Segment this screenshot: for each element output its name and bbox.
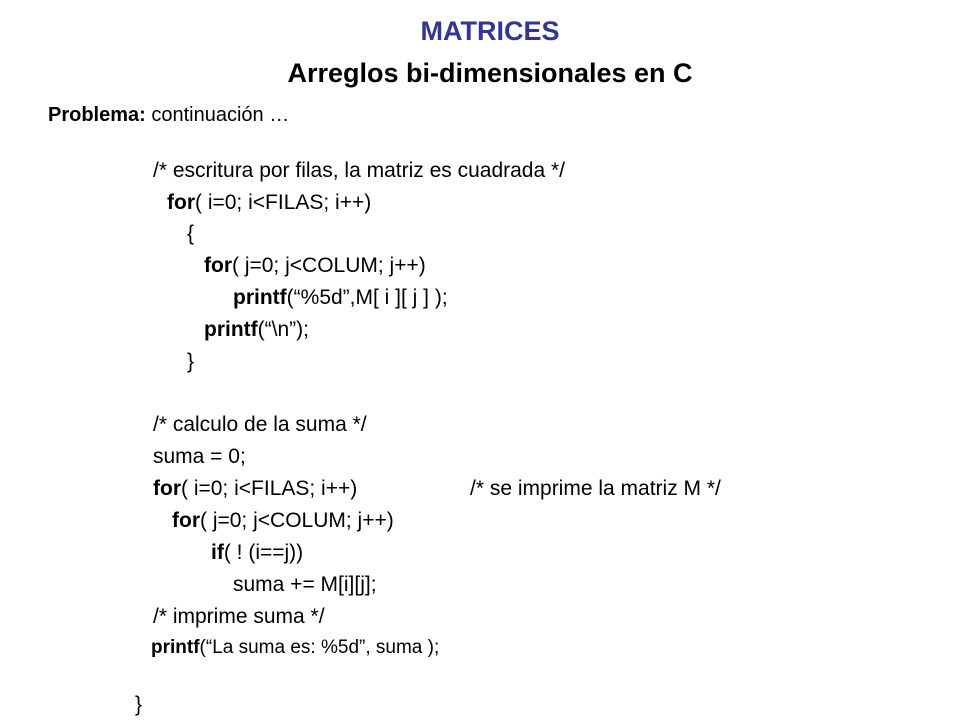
code-line-13: suma += M[i][j]; xyxy=(233,573,377,596)
inline-comment: /* se imprime la matriz M */ xyxy=(470,477,721,500)
code-line-5: printf(“%5d”,M[ i ][ j ] ); xyxy=(233,286,448,309)
problem-label: Problema: xyxy=(48,104,146,126)
code-line-10: for( i=0; i<FILAS; i++) xyxy=(153,477,358,500)
code-line-7: } xyxy=(187,350,195,373)
problem-heading xyxy=(48,104,289,127)
code-line-15: printf(“La suma es: %5d”, suma ); xyxy=(151,637,440,658)
code-line-2: for( i=0; i<FILAS; i++) xyxy=(167,191,372,214)
problem-text: continuación … xyxy=(145,104,290,126)
code-line-8: /* calculo de la suma */ xyxy=(153,413,367,436)
slide-subtitle: Arreglos bi-dimensionales en C xyxy=(287,58,693,88)
slide-title: MATRICES xyxy=(420,16,560,46)
code-line-16: } xyxy=(135,693,143,716)
code-line-4: for( j=0; j<COLUM; j++) xyxy=(204,254,426,277)
code-line-9: suma = 0; xyxy=(153,445,246,468)
code-line-6: printf(“\n”); xyxy=(204,318,309,341)
code-line-14: /* imprime suma */ xyxy=(153,605,325,628)
code-line-3: { xyxy=(187,222,195,245)
code-line-11: for( j=0; j<COLUM; j++) xyxy=(172,509,394,532)
code-line-12: if( ! (i==j)) xyxy=(211,541,304,564)
code-line-1: /* escritura por filas, la matriz es cuadrada */ xyxy=(153,159,566,182)
